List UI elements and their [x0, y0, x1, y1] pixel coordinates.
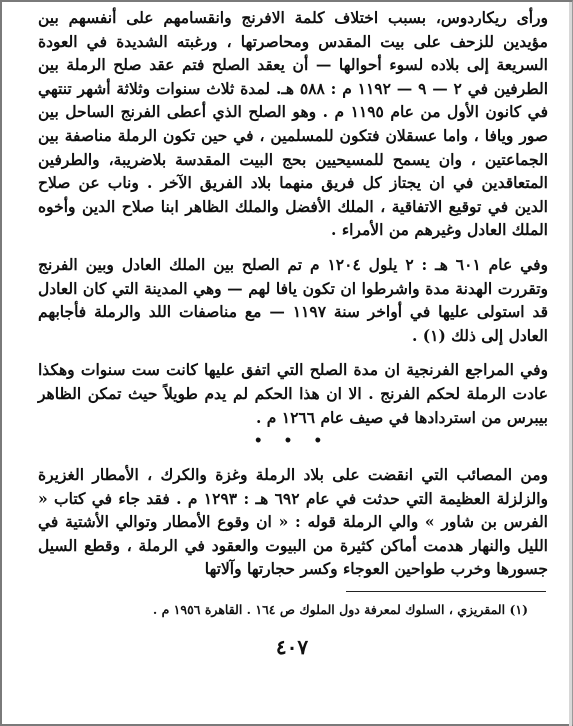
footnote-rule	[346, 591, 546, 592]
page-number: ٤٠٧	[275, 635, 309, 660]
paragraph-disasters: ومن المصائب التي انقضت على بلاد الرملة وغزة والكرك ، الأمطار الغزيرة والزلزلة العظيمة التي حدثت في عام ٦٩٢ هـ : ١٢٩٣ م . فقد جاء في كتاب « الفرس بن شاور » والي الرملة قوله : « ان وقوع الأمطار وتوالي الأشتية في الليل والنهار هدمت أماكن كثيرة من البيوت والعقود في الرملة ، وقطع السيل جسورها وخرب طواحين العوجاء وكسر حجارتها وآلاتها	[38, 465, 548, 579]
paragraph-ramla-treaty: ورأى ريكاردوس، بسبب اختلاف كلمة الافرنج وانقسامهم على أنفسهم بين مؤيدين للزحف على بيت المقدس ومحاصرتها ، ورغبته الشديدة في العودة السريعة إلى بلاده لسوء أحوالها — أن يعقد الصلح فتم عقد صلح الرملة بين الطرفين في ٢ — ٩ — ١١٩٢ م : ٥٨٨ هـ. لمدة ثلاث سنوات وثلاثة أشهر تنتهي في كانون الأول من عام ١١٩٥ م . وهو الصلح الذي أعطى الفرنج الساحل بين صور ويافا ، واما عسقلان فتكون للمسلمين ، في حين تكون الرملة مناصفة بين الجماعتين ، وان يسمح للمسيحيين بحج البيت المقدسة بلاضريبة، والطرفين المتعاقدين في ان يجتاز كل فريق منهما بلاد الفريق الآخر . وناب عن صلاح الدين في توقيع الاتفاقية ، الملك الأفضل والملك الظاهر ابنا صلاح الدين وأخوه الملك العادل وغيرهم من الأمراء .	[38, 8, 549, 240]
book-page	[22, 2, 562, 726]
vertical-scrollbar[interactable]	[569, 2, 572, 726]
footnote: (١) المقريزي ، السلوك لمعرفة دول الملوك ص ١٦٤ . القاهرة ١٩٥٦ م .	[152, 602, 528, 618]
paragraph-frankish-sources: وفي المراجع الفرنجية ان مدة الصلح التي اتفق عليها كانت ست سنوات وهكذا عادت الرملة لحكم الفرنج . الا ان هذا الحكم لم يدم طويلاً حيث تمكن الظاهر بيبرس من استردادها في صيف عام ١٢٦٦ م .	[38, 360, 548, 427]
section-separator: • • •	[253, 433, 331, 450]
paragraph-gap	[22, 242, 562, 253]
paragraph-adil-truce: وفي عام ٦٠١ هـ : ٢ يلول ١٢٠٤ م تم الصلح بين الملك العادل وبين الفرنج وتقررت الهدنة مدة واشرطوا ان تكون يافا لهم — وهي المدينة التي كان العادل قد استولى عليها في أواخر سنة ١١٩٧ — مع مناصفات اللد والرملة فأجابهم العادل إلى ذلك (١) .	[38, 254, 548, 345]
paragraph-gap	[22, 347, 562, 358]
